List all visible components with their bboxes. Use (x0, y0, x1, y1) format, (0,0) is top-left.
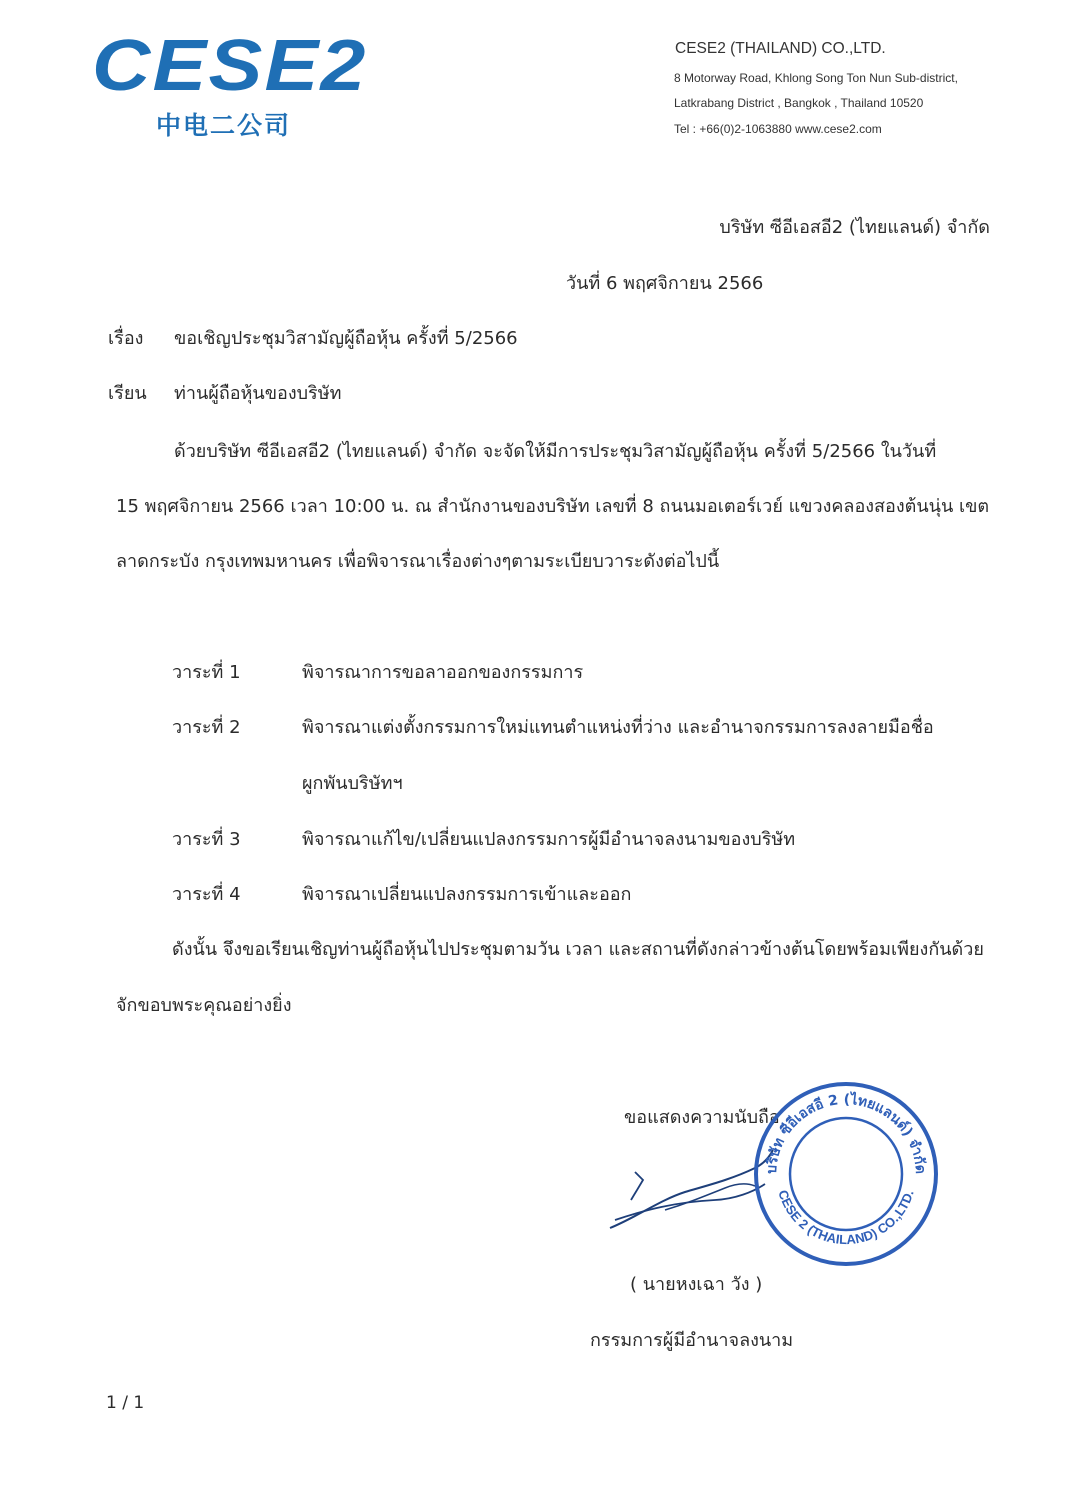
contact-line: Tel : +66(0)2-1063880 www.cese2.com (674, 122, 882, 136)
agenda-text-2-continued: ผูกพันบริษัทฯ (302, 773, 403, 794)
agenda-text-3: พิจารณาแก้ไข/เปลี่ยนแปลงกรรมการผู้มีอำนาจลงนามของบริษัท (302, 829, 796, 850)
body-line-2: 15 พฤศจิกายน 2566 เวลา 10:00 น. ณ สำนักงานของบริษัท เลขที่ 8 ถนนมอเตอร์เวย์ แขวงคลองสองต้นนุ่น เขต (116, 496, 990, 517)
recipient-text: ท่านผู้ถือหุ้นของบริษัท (174, 383, 342, 404)
recipient-label: เรียน (108, 383, 147, 404)
subject-text: ขอเชิญประชุมวิสามัญผู้ถือหุ้น ครั้งที่ 5/2566 (174, 328, 518, 349)
body-line-3: ลาดกระบัง กรุงเทพมหานคร เพื่อพิจารณาเรื่องต่างๆตามระเบียบวาระดังต่อไปนี้ (116, 551, 720, 572)
svg-text:บริษัท ซีอีเอสอี 2 (ไทยแลนด์): บริษัท ซีอีเอสอี 2 (ไทยแลนด์) จำกัด (763, 1091, 929, 1175)
letter-date: วันที่ 6 พฤศจิกายน 2566 (566, 273, 764, 294)
agenda-text-1: พิจารณาการขอลาออกของกรรมการ (302, 662, 584, 683)
company-seal (752, 1080, 940, 1268)
company-name-thai: บริษัท ซีอีเอสอี2 (ไทยแลนด์) จำกัด (719, 217, 990, 238)
page-number: 1 / 1 (106, 1393, 145, 1413)
svg-text:CESE 2 (THAILAND) CO.,LTD.: CESE 2 (THAILAND) CO.,LTD. (775, 1188, 917, 1248)
regards-text: ขอแสดงความนับถือ (624, 1107, 780, 1128)
signatory-title: กรรมการผู้มีอำนาจลงนาม (590, 1330, 794, 1351)
agenda-label-4: วาระที่ 4 (172, 884, 241, 905)
body-line-1: ด้วยบริษัท ซีอีเอสอี2 (ไทยแลนด์) จำกัด จะจัดให้มีการประชุมวิสามัญผู้ถือหุ้น ครั้งที่ 5/2566 ในวันที่ (174, 441, 937, 462)
agenda-label-3: วาระที่ 3 (172, 829, 241, 850)
address-line-2: Latkrabang District , Bangkok , Thailand 10520 (674, 96, 924, 110)
agenda-label-2: วาระที่ 2 (172, 717, 241, 738)
company-logo-chinese: 中电二公司 (156, 111, 292, 140)
company-logo: CESE2 (92, 26, 368, 106)
agenda-text-2: พิจารณาแต่งตั้งกรรมการใหม่แทนตำแหน่งที่ว่าง และอำนาจกรรมการลงลายมือชื่อ (302, 717, 934, 738)
closing-line-1: ดังนั้น จึงขอเรียนเชิญท่านผู้ถือหุ้นไปประชุมตามวัน เวลา และสถานที่ดังกล่าวข้างต้นโดยพร้อมเพียงกันด้วย (172, 939, 984, 960)
company-name-english: CESE2 (THAILAND) CO.,LTD. (675, 40, 886, 57)
agenda-label-1: วาระที่ 1 (172, 662, 241, 683)
handwritten-signature (605, 1140, 775, 1240)
signatory-name: ( นายหงเฉา วัง ) (630, 1274, 763, 1295)
address-line-1: 8 Motorway Road, Khlong Song Ton Nun Sub-district, (674, 71, 958, 85)
agenda-text-4: พิจารณาเปลี่ยนแปลงกรรมการเข้าและออก (302, 884, 632, 905)
subject-label: เรื่อง (108, 328, 144, 349)
closing-line-2: จักขอบพระคุณอย่างยิ่ง (116, 995, 292, 1016)
